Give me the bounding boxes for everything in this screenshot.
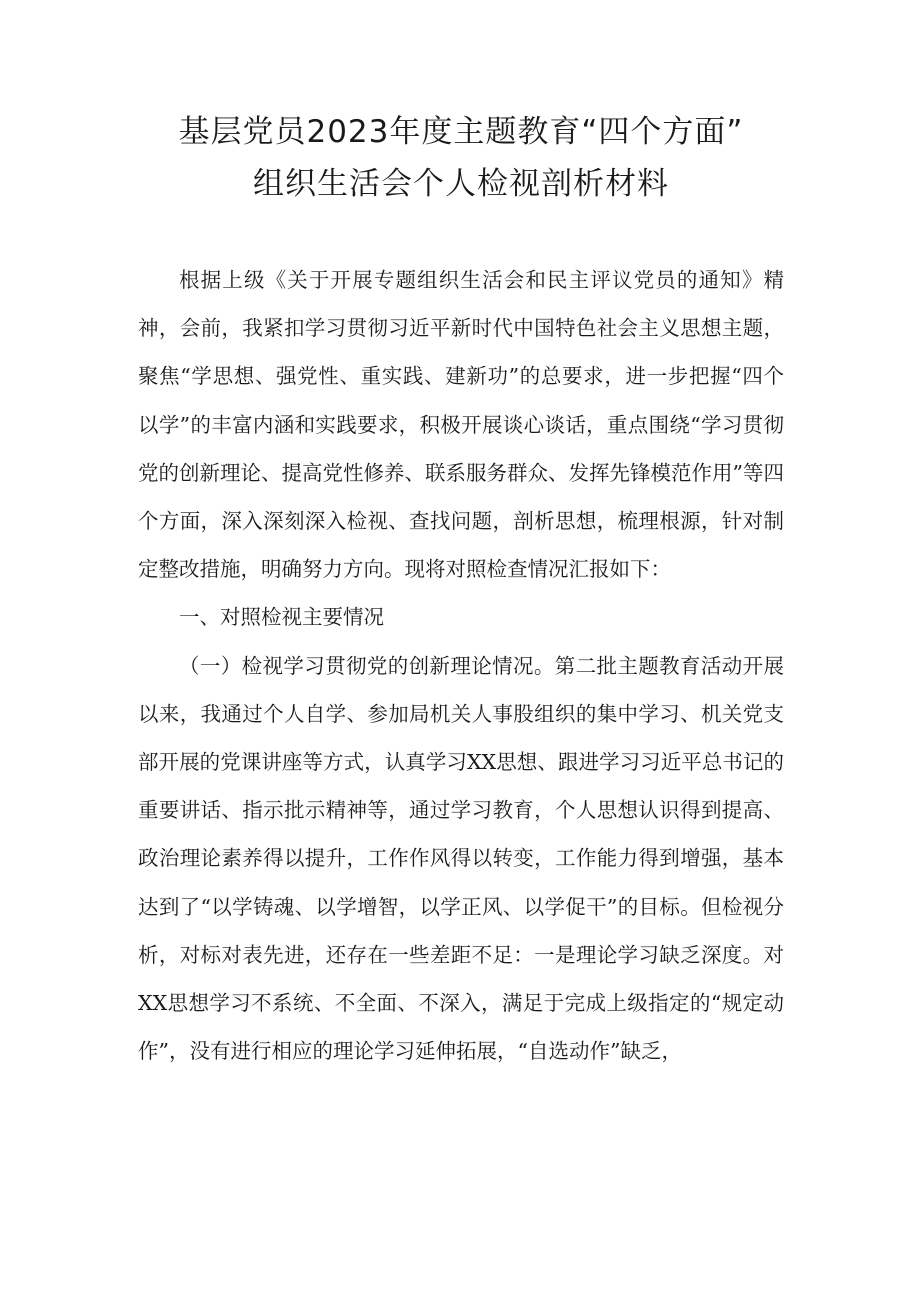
intro-paragraph: 根据上级《关于开展专题组织生活会和民主评议党员的通知》精神，会前，我紧扣学习贯彻习近平新时代中国特色社会主义思想主题，聚焦“学思想、强党性、重实践、建新功”的总要求，进一步把握“四个以学”的丰富内涵和实践要求，积极开展谈心谈话，重点围绕“学习贯彻党的创新理论、提高党性修养、联系服务群众、发挥先锋模范作用”等四个方面，深入深刻深入检视、查找问题，剖析思想，梳理根源，针对制定整改措施，明确努力方向。现将对照检查情况汇报如下： xyxy=(138,268,784,582)
title-line-1: 基层党员2023年度主题教育“四个方面” xyxy=(178,114,744,150)
section-heading-1: 一、对照检视主要情况 xyxy=(179,605,384,630)
title-line-2: 组织生活会个人检视剖析材料 xyxy=(253,166,669,202)
subsection-paragraph-1: （一）检视学习贯彻党的创新理论情况。第二批主题教育活动开展以来，我通过个人自学、参加局机关人事股组织的集中学习、机关党支部开展的党课讲座等方式，认真学习XX思想、跟进学习习近平总书记的重要讲话、指示批示精神等，通过学习教育，个人思想认识得到提高、政治理论素养得以提升，工作作风得以转变，工作能力得到增强，基本达到了“以学铸魂、以学增智，以学正风、以学促干”的目标。但检视分析，对标对表先进，还存在一些差距不足：一是理论学习缺乏深度。对XX思想学习不系统、不全面、不深入，满足于完成上级指定的“规定动作”，没有进行相应的理论学习延伸拓展，“自选动作”缺乏， xyxy=(138,653,784,1064)
document-body xyxy=(138,256,784,1075)
document-title xyxy=(138,106,784,210)
